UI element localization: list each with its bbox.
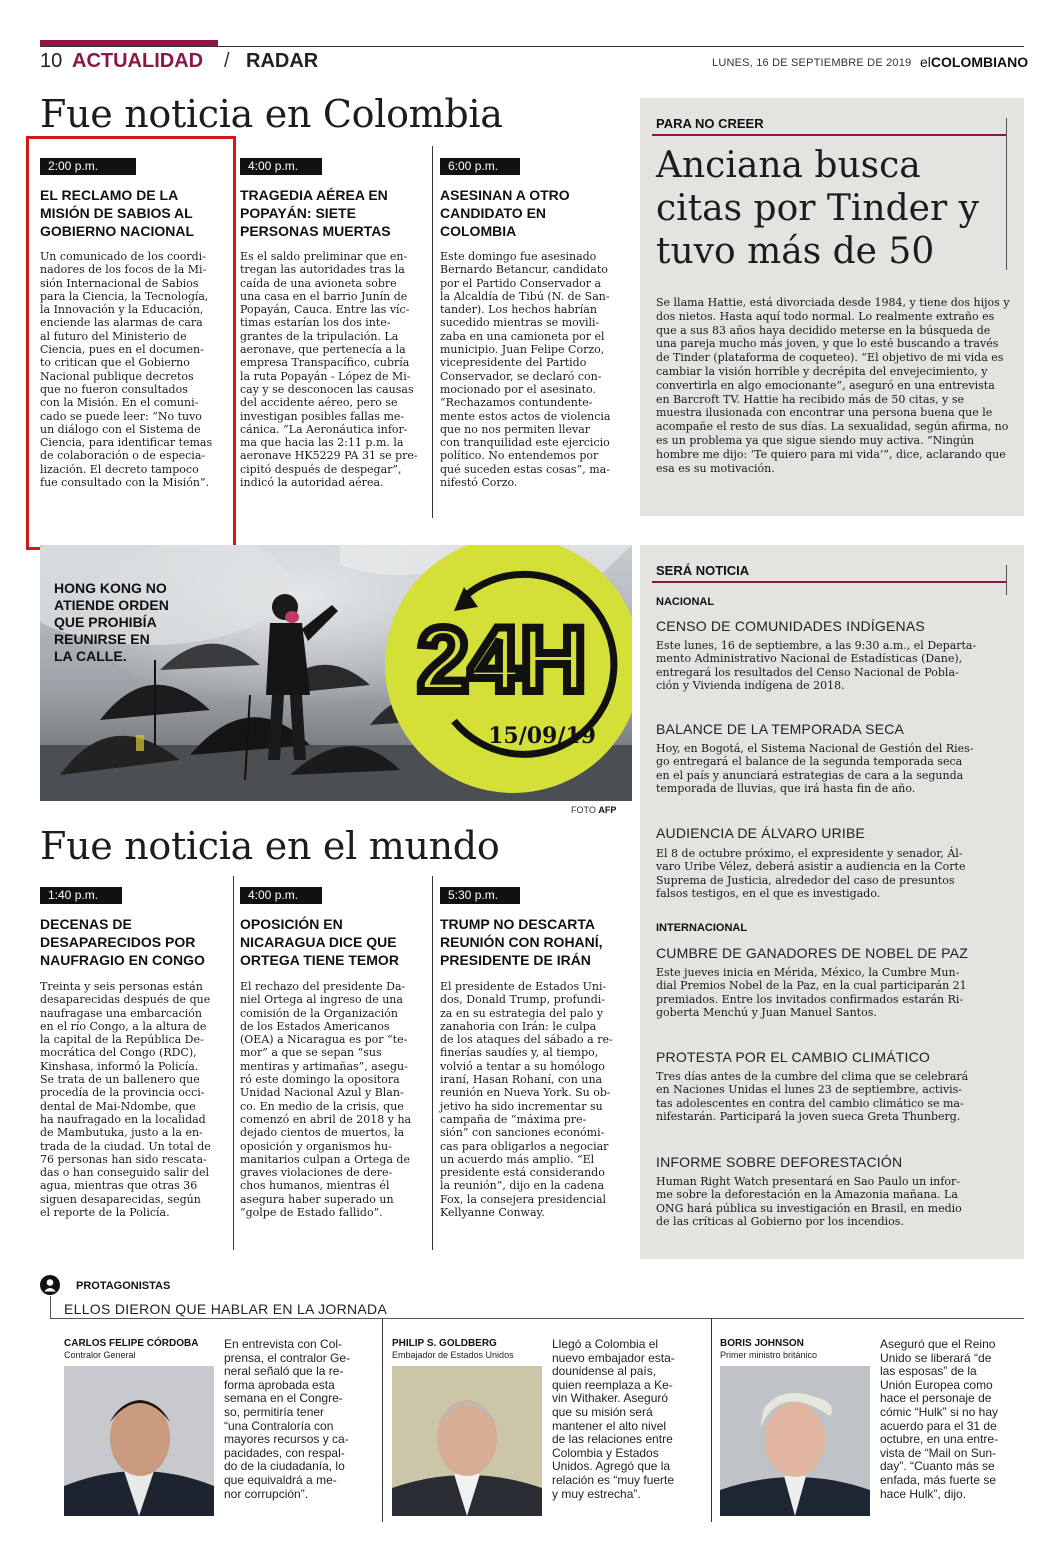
para-no-creer-title: Anciana busca citas por Tinder y tuvo más de 50	[656, 145, 979, 272]
sera-noticia-label: SERÁ NOTICIA	[656, 563, 750, 578]
protagonistas-subtitle: ELLOS DIERON QUE HABLAR EN LA JORNADA	[64, 1301, 388, 1317]
photo-caption: HONG KONG NO ATIENDE ORDEN QUE PROHIBÍA REUNIRSE EN LA CALLE.	[54, 580, 169, 664]
protagonist-role: Embajador de Estados Unidos	[392, 1350, 514, 1360]
portrait-illustration	[720, 1366, 870, 1516]
agenda-item-body: Este jueves inicia en Mérida, México, la Cumbre Mun- dial Premios Nobel de la Paz, en la cual participarán 21 premiados. Entre los invitados confirmados estarán Ri- goberta Menchú y Juan Manuel Santos.	[656, 966, 967, 1020]
story-time-badge: 4:00 p.m.	[240, 158, 322, 175]
24h-badge-date: 15/09/19	[488, 723, 596, 749]
story-body: Treinta y seis personas están desaparecidas después de que naufragase una embarcación en el río Congo, a la altura de la capital de la República De- mocrática del Congo (RDC), Kinshasa, informó la Policía. Se trata de un ballenero que procedía de la provincia occi- dental de Mai-Ndombe, que ha naufragado en la localidad de Mambutuka, justo a la en- trada de la ciudad. Un total de 76 personas han sido rescata- das o han conseguido salir del agua, mientras que otras 36 siguen desaparecidas, según el reporte de la Policía.	[40, 980, 211, 1220]
highlight-box	[26, 136, 236, 550]
page-number: 10	[40, 50, 63, 72]
agenda-item-body: Human Right Watch presentará en Sao Paulo un infor- me sobre la deforestación en la Amazonia mañana. La ONG hará pública su investigación en Brasil, en medio de las críticas al Gobierno por los incendios.	[656, 1175, 962, 1229]
panel-accent-rule	[652, 581, 1006, 583]
story-headline: ASESINAN A OTRO CANDIDATO EN COLOMBIA	[440, 187, 570, 239]
newspaper-logo	[920, 54, 1028, 70]
agenda-item-body: Hoy, en Bogotá, el Sistema Nacional de Gestión del Ries- go entregará el balance de la segunda temporada seca en el país y anunciará estrategias de cara a la segunda temporada de lluvias, que irá hasta fin de año.	[656, 742, 974, 796]
section-separator: /	[224, 50, 230, 72]
protagonist-text: Llegó a Colombia el nuevo embajador esta- dounidense al país, quien reemplaza a Ke- vin Withaker. Aseguró que su misión será mantener el alto nivel de las relaciones entre Colombia y Estados Unidos. Agregó que la relación es “muy fuerte y muy estrecha”.	[552, 1337, 675, 1501]
protagonist-role: Contralor General	[64, 1350, 136, 1360]
subsection-name: RADAR	[246, 50, 319, 72]
story-headline: DECENAS DE DESAPARECIDOS POR NAUFRAGIO EN CONGO	[40, 916, 205, 968]
agenda-item-body: El 8 de octubre próximo, el expresidente y senador, Ál- varo Uribe Vélez, deberá asistir a audiencia en la Corte Suprema de Justicia, alrededor del caso de presuntos falsos testigos, en el que es investigado.	[656, 847, 966, 901]
story-headline: OPOSICIÓN EN NICARAGUA DICE QUE ORTEGA TIENE TEMOR	[240, 916, 399, 968]
column-divider	[382, 1318, 383, 1522]
story-time-badge: 2:00 p.m.	[40, 158, 136, 175]
story-time-badge: 1:40 p.m.	[40, 887, 122, 904]
portrait-illustration	[64, 1366, 214, 1516]
protagonist-portrait	[392, 1366, 542, 1516]
protagonistas-label: PROTAGONISTAS	[76, 1280, 171, 1292]
story-body: Un comunicado de los coordi- nadores de los focos de la Mi- sión Internacional de Sabios para la Ciencia, la Tecnología, la Innovación y la Educación, enciende las alarmas de cara al futuro del Ministerio de Ciencia, pues en el documen- to critican que el Gobierno Nacional publique decretos que no fueron consultados con la Misión. En el comuni- cado se puede leer: “No tuvo un diálogo con el Sistema de Ciencia, para identificar temas de colaboración o de especia- lización. El decreto tampoco fue consultado con la Misión”.	[40, 250, 213, 490]
photo-credit-prefix: FOTO	[571, 805, 596, 815]
protagonist-name: CARLOS FELIPE CÓRDOBA	[64, 1338, 199, 1349]
story-time-badge: 5:30 p.m.	[440, 887, 520, 904]
agenda-item-title: CUMBRE DE GANADORES DE NOBEL DE PAZ	[656, 945, 968, 961]
logo-prefix: el	[920, 54, 931, 70]
column-divider	[233, 876, 234, 1250]
panel-accent-rule	[652, 134, 1006, 136]
column-divider	[432, 876, 433, 1250]
agenda-item-title: CENSO DE COMUNIDADES INDÍGENAS	[656, 618, 925, 634]
agenda-item-title: BALANCE DE LA TEMPORADA SECA	[656, 721, 905, 737]
mundo-section-title: Fue noticia en el mundo	[40, 824, 500, 868]
protagonist-portrait	[64, 1366, 214, 1516]
nacional-label: NACIONAL	[656, 596, 715, 608]
protagonistas-rule	[50, 1318, 1024, 1319]
agenda-item-body: Tres días antes de la cumbre del clima que se celebrará en Naciones Unidas el lunes 23 de septiembre, activis- tas adolescentes en contra del cambio climático se ma- nifestarán. Participará la joven sueca Greta Thunberg.	[656, 1070, 969, 1124]
photo-credit-agency: AFP	[598, 805, 617, 815]
protagonist-portrait	[720, 1366, 870, 1516]
section-name: ACTUALIDAD	[72, 50, 204, 72]
para-no-creer-body: Se llama Hattie, está divorciada desde 1984, y tiene dos hijos y dos nietos. Hasta aquí todo normal. Lo realmente extraño es que a sus 83 años haya decidido meterse en la búsqueda de una pareja mucho más joven, y que lo esté buscando a través de Tinder (plataforma de coqueteo). “El objetivo de mi vida es cambiar la visión horrible y decrépita del envejecimiento, y convertirla en algo emocionante”, aseguró en una entrevista en Barcroft TV. Hattie ha recibido más de 50 citas, y se muestra ilusionada con encontrar una persona buena que le acompañe el resto de sus días. La sexualidad, según afirma, no es un problema ya que sigue siendo muy activa. “Ningún hombre me dijo: ‘Te quiero para mi vida’”, dice, aclarando que esa es su motivación.	[656, 296, 1010, 475]
panel-side-rule	[1006, 565, 1007, 595]
agenda-item-title: PROTESTA POR EL CAMBIO CLIMÁTICO	[656, 1049, 930, 1065]
panel-side-rule	[1006, 118, 1007, 270]
colombia-section-title: Fue noticia en Colombia	[40, 92, 503, 136]
portrait-illustration	[392, 1366, 542, 1516]
internacional-label: INTERNACIONAL	[656, 922, 748, 934]
header-rule	[40, 46, 1024, 47]
logo-name: COLOMBIANO	[930, 54, 1029, 70]
story-headline: EL RECLAMO DE LA MISIÓN DE SABIOS AL GOBIERNO NACIONAL	[40, 187, 194, 239]
person-icon-glyph	[40, 1275, 60, 1295]
story-time-badge: 4:00 p.m.	[240, 887, 322, 904]
photo-credit	[571, 805, 616, 815]
protagonist-text: Aseguró que el Reino Unido se liberará “de las esposas” de la Unión Europea como hace el personaje de cómic “Hulk” si no hay acuerdo para el 31 de octubre, en una entre- vista de “Mail on Sun- day”. “Cuanto más se enfada, más fuerte se hace Hulk”, dijo.	[880, 1337, 999, 1501]
para-no-creer-label: PARA NO CREER	[656, 116, 764, 131]
24h-badge	[382, 545, 632, 799]
person-icon	[40, 1275, 60, 1295]
story-body: El presidente de Estados Uni- dos, Donald Trump, profundi- za en su estrategia del palo y zanahoria con Irán: le culpa de los ataques del sábado a re- finerías saudíes y, al tiempo, volvió a tentar a su homólogo iraní, Hasan Rohaní, con una reunión en Nueva York. Su ob- jetivo ha sido incrementar su campaña de “máxima pre- sión” con sanciones económi- cas para obligarlos a negociar un acuerdo más amplio. “El presidente está considerando la reunión”, dijo en la cadena Fox, la consejera presidencial Kellyanne Conway.	[440, 980, 613, 1220]
protagonist-role: Primer ministro británico	[720, 1350, 818, 1360]
agenda-item-title: INFORME SOBRE DEFORESTACIÓN	[656, 1154, 903, 1170]
story-body: El rechazo del presidente Da- niel Ortega al ingreso de una comisión de la Organización de los Estados Americanos (OEA) a Nicaragua es por “te- mor” a que se sepan “sus mentiras y artimañas”, asegu- ró este domingo la opositora Unidad Nacional Azul y Blan- co. En medio de la crisis, que comenzó en abril de 2018 y ha dejado cientos de muertos, la oposición y organismos hu- manitarios culpan a Ortega de graves violaciones de dere- chos humanos, mientras él asegura haber superado un “golpe de Estado fallido”.	[240, 980, 412, 1220]
column-divider	[711, 1318, 712, 1522]
protagonist-name: BORIS JOHNSON	[720, 1338, 804, 1349]
protagonist-text: En entrevista con Col- prensa, el contralor Ge- neral señaló que la re- forma aprobada esta semana en el Congre- so, permitiría tener “una Contraloría con mayores recursos y ca- pacidades, con respal- do de la ciudadanía, lo que equivaldrá a me- nor corrupción”.	[224, 1337, 351, 1501]
story-time-badge: 6:00 p.m.	[440, 158, 520, 175]
issue-date: LUNES, 16 DE SEPTIEMBRE DE 2019	[712, 57, 912, 69]
story-body: Este domingo fue asesinado Bernardo Betancur, candidato por el Partido Conservador a la Alcaldía de Tibú (N. de San- tander). Los hechos habrían sucedido mientras se movili- zaba en una camioneta por el municipio. Juan Felipe Corzo, vicepresidente del Partido Conservador, se declaró con- mocionado por el asesinato. “Rechazamos contundente- mente estos actos de violencia que no nos permiten llevar con tranquilidad este ejercicio político. No entendemos por qué suceden estas cosas”, ma- nifestó Corzo.	[440, 250, 611, 490]
story-body: Es el saldo preliminar que en- tregan las autoridades tras la caída de una avioneta sobre una casa en el barrio Junín de Popayán, Cauca. Entre las víc- timas estarían los dos inte- grantes de la tripulación. La aeronave, que pertenecía a la empresa Transpacífico, cubría la ruta Popayán - López de Mi- cay y se desconocen las causas del accidente aéreo, pero se investigan posibles fallas me- cánica. “La Aeronáutica infor- ma que hacia las 2:11 p.m. la aeronave HK5229 PA 31 se pre- cipitó después de despegar”, indicó la autoridad aérea.	[240, 250, 418, 490]
agenda-item-title: AUDIENCIA DE ÁLVARO URIBE	[656, 825, 866, 841]
story-headline: TRUMP NO DESCARTA REUNIÓN CON ROHANÍ, PRESIDENTE DE IRÁN	[440, 916, 603, 968]
agenda-item-body: Este lunes, 16 de septiembre, a las 9:30 a.m., el Departa- mento Administrativo Nacional de Estadísticas (Dane), entregará los resultados del Censo Nacional de Pobla- ción y Vivienda indígena de 2018.	[656, 639, 977, 693]
24h-badge-text: 24H	[417, 609, 587, 711]
protagonist-name: PHILIP S. GOLDBERG	[392, 1338, 497, 1349]
column-divider	[432, 146, 433, 518]
story-headline: TRAGEDIA AÉREA EN POPAYÁN: SIETE PERSONAS MUERTAS	[240, 187, 391, 239]
protagonistas-rule	[50, 1296, 51, 1318]
